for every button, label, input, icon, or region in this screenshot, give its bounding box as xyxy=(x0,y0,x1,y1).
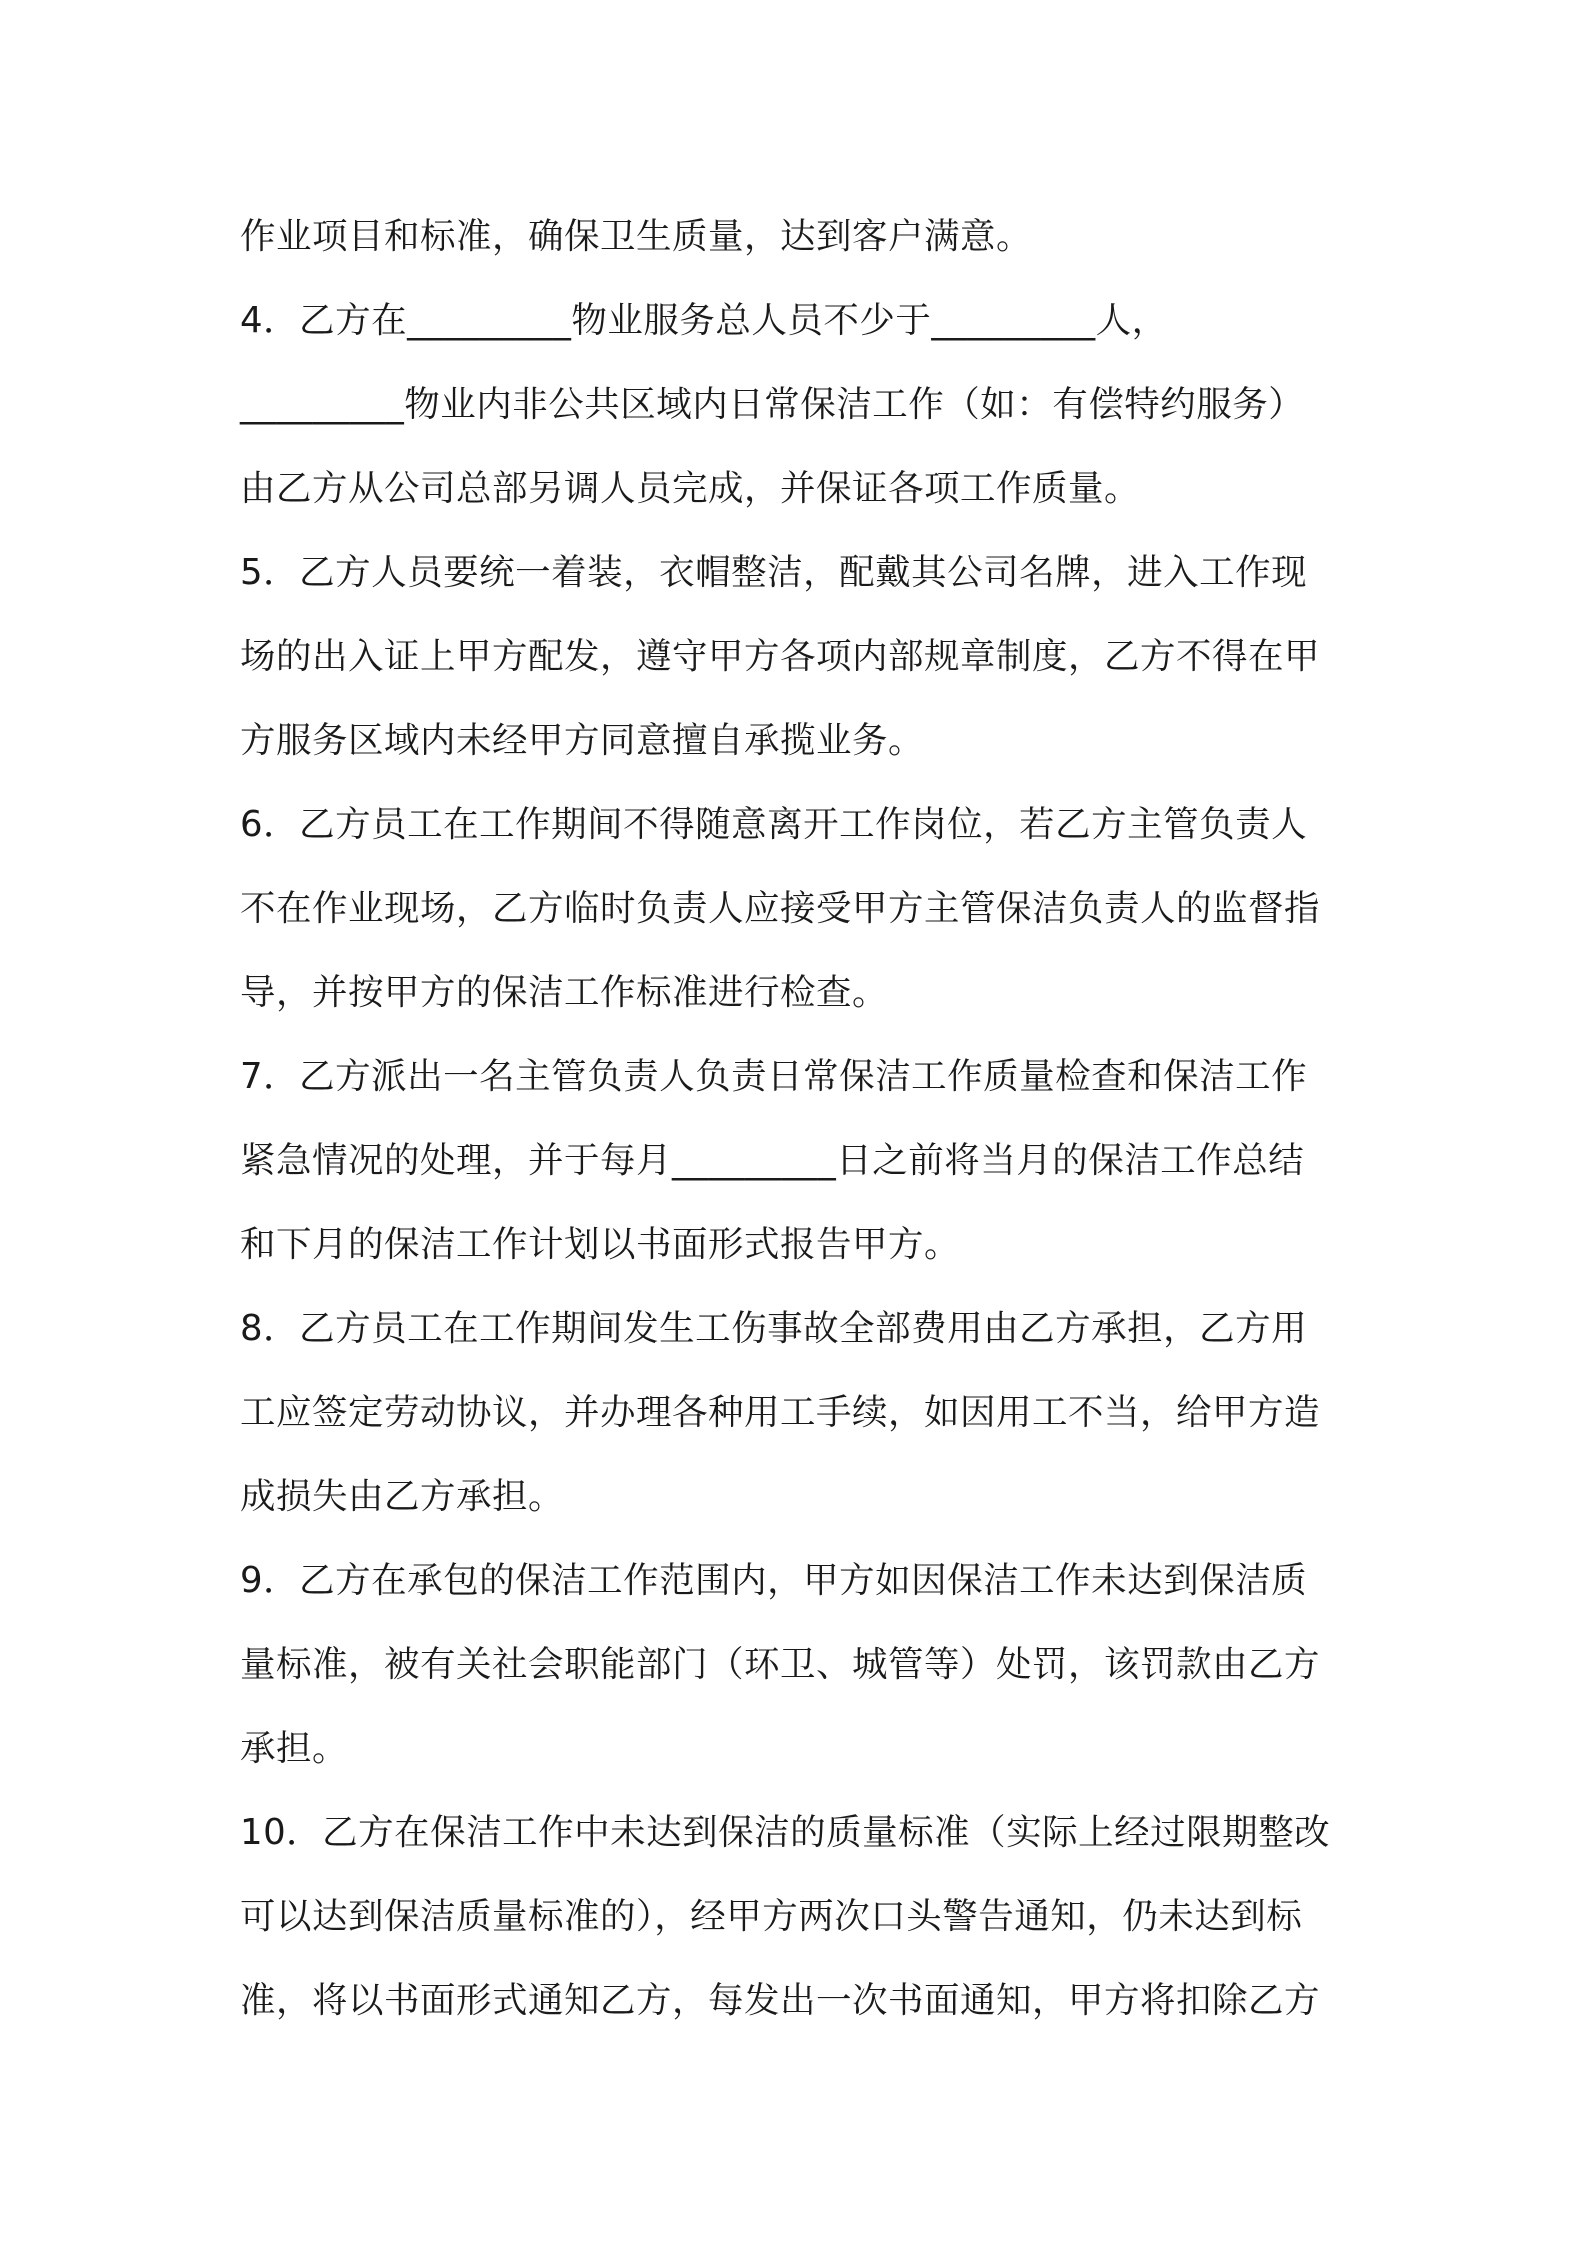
contract-body-text xyxy=(240,195,1360,2043)
text-line: 6．乙方员工在工作期间不得随意离开工作岗位，若乙方主管负责人 xyxy=(240,804,1308,845)
text-line: 8．乙方员工在工作期间发生工伤事故全部费用由乙方承担，乙方用 xyxy=(240,1308,1308,1349)
text-line: _________物业内非公共区域内日常保洁工作（如：有偿特约服务） xyxy=(240,384,1305,425)
text-line: 不在作业现场，乙方临时负责人应接受甲方主管保洁负责人的监督指 xyxy=(240,888,1321,929)
text-line: 10．乙方在保洁工作中未达到保洁的质量标准（实际上经过限期整改 xyxy=(240,1812,1331,1853)
text-line: 可以达到保洁质量标准的），经甲方两次口头警告通知，仍未达到标 xyxy=(240,1896,1303,1937)
text-line: 和下月的保洁工作计划以书面形式报告甲方。 xyxy=(240,1224,961,1265)
text-line: 方服务区域内未经甲方同意擅自承揽业务。 xyxy=(240,720,925,761)
text-line: 作业项目和标准，确保卫生质量，达到客户满意。 xyxy=(240,216,1033,257)
text-line: 成损失由乙方承担。 xyxy=(240,1476,565,1517)
text-line: 7．乙方派出一名主管负责人负责日常保洁工作质量检查和保洁工作 xyxy=(240,1056,1308,1097)
text-line: 准，将以书面形式通知乙方，每发出一次书面通知，甲方将扣除乙方 xyxy=(240,1980,1321,2021)
text-line: 9．乙方在承包的保洁工作范围内，甲方如因保洁工作未达到保洁质 xyxy=(240,1560,1308,1601)
text-line: 导，并按甲方的保洁工作标准进行检查。 xyxy=(240,972,889,1013)
text-line: 由乙方从公司总部另调人员完成，并保证各项工作质量。 xyxy=(240,468,1141,509)
text-line: 量标准，被有关社会职能部门（环卫、城管等）处罚，该罚款由乙方 xyxy=(240,1644,1321,1685)
text-line: 4．乙方在_________物业服务总人员不少于_________人， xyxy=(240,300,1168,341)
text-line: 场的出入证上甲方配发，遵守甲方各项内部规章制度，乙方不得在甲 xyxy=(240,636,1321,677)
text-line: 承担。 xyxy=(240,1728,349,1769)
text-line: 紧急情况的处理，并于每月_________日之前将当月的保洁工作总结 xyxy=(240,1140,1305,1181)
text-line: 工应签定劳动协议，并办理各种用工手续，如因用工不当，给甲方造 xyxy=(240,1392,1321,1433)
text-line: 5．乙方人员要统一着装，衣帽整洁，配戴其公司名牌，进入工作现 xyxy=(240,552,1308,593)
